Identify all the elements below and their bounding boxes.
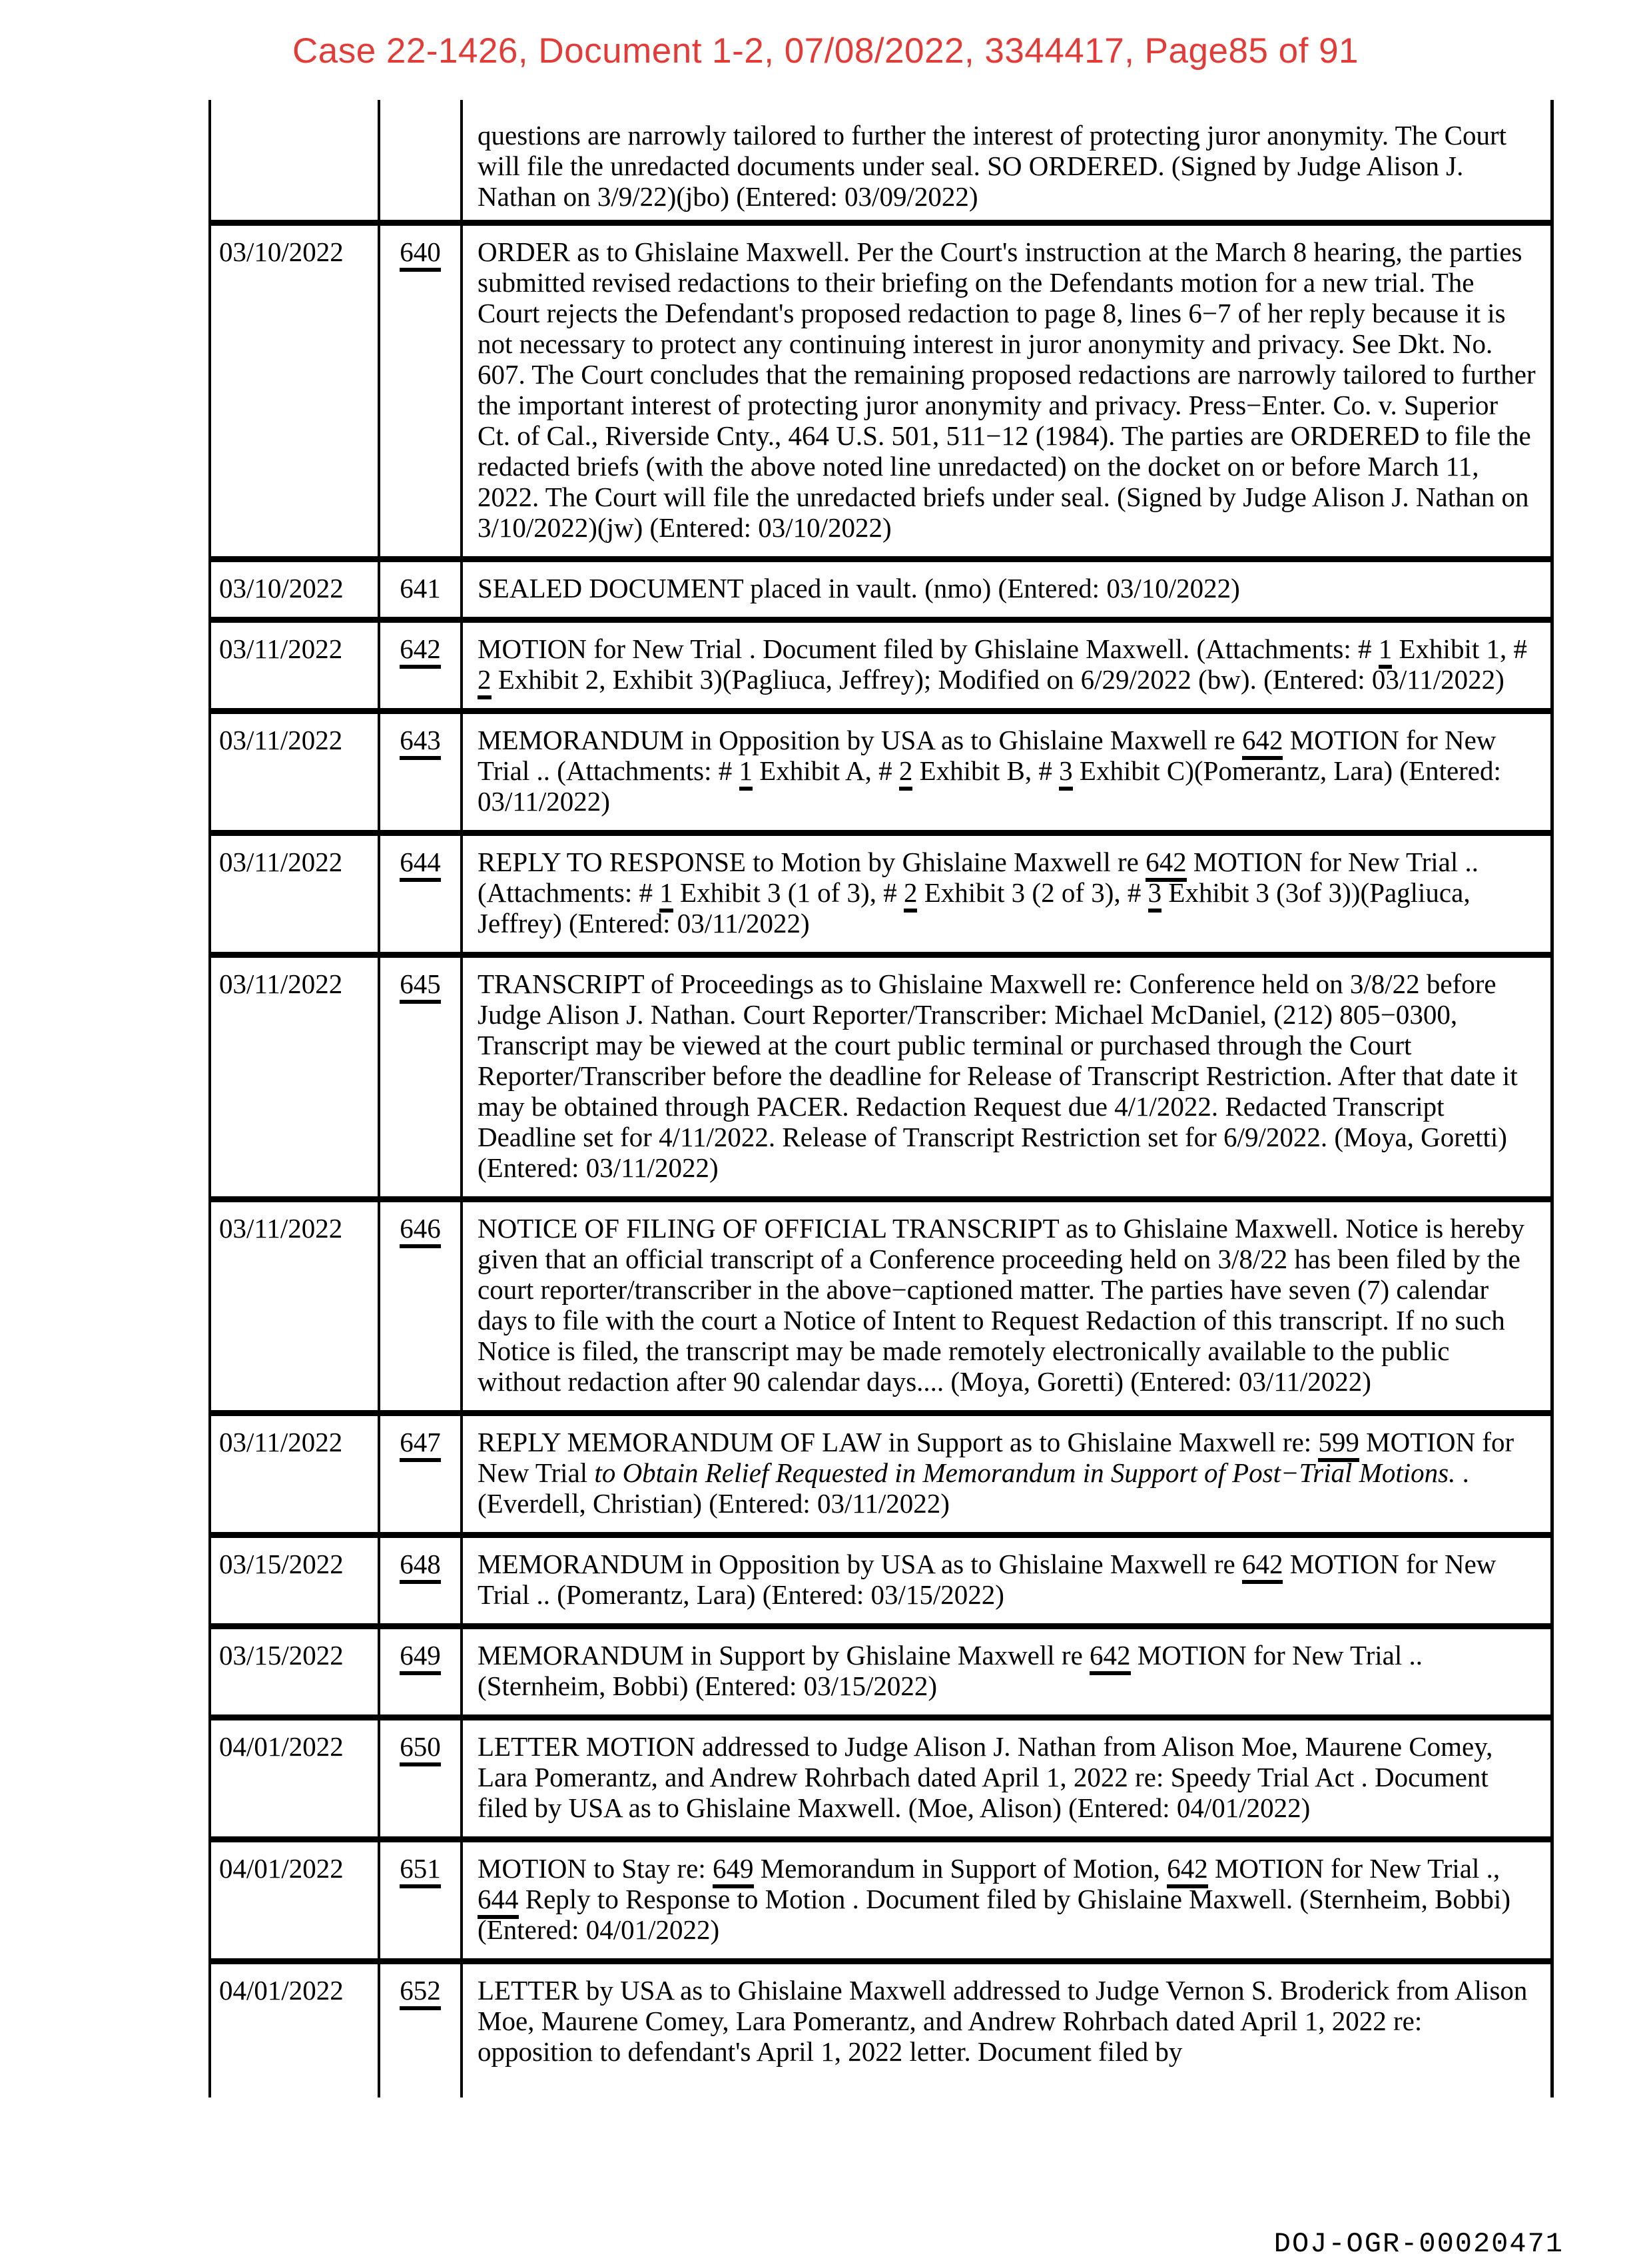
doc-number-cell — [380, 1416, 463, 1532]
doc-link[interactable]: 642 — [1146, 847, 1187, 882]
italic-text: to Obtain Relief Requested in Memorandum in Support of Post−Trial Motions. — [594, 1457, 1456, 1488]
doc-number-link[interactable]: 652 — [400, 1975, 441, 2010]
doc-link[interactable]: 2 — [478, 664, 492, 699]
doc-link[interactable]: 642 — [1090, 1640, 1131, 1675]
docket-row — [211, 1538, 1550, 1629]
text-segment: Memorandum in Support of Motion, — [753, 1853, 1167, 1884]
docket-row — [211, 1842, 1550, 1964]
docket-table — [208, 100, 1554, 2097]
text-segment: LETTER by USA as to Ghislaine Maxwell addressed to Judge Vernon S. Broderick from Alison Moe, Maurene Comey, Lara Pomerantz, and Andrew Rohrbach dated April 1, 2022 re: opposition to defendant's April 1, 2022 letter. Document filed by — [478, 1975, 1528, 2067]
doc-number-cell — [380, 958, 463, 1196]
docket-text-cell — [463, 958, 1550, 1196]
doc-number-cell — [380, 1629, 463, 1714]
doc-number: 641 — [400, 573, 441, 603]
doc-number-cell — [380, 1964, 463, 2097]
text-segment: Exhibit 3 (3of 3))(Pagliuca, Jeffrey) (Entered: 03/11/2022) — [478, 877, 1471, 939]
doc-number-link[interactable]: 642 — [400, 633, 441, 669]
text-segment: REPLY MEMORANDUM OF LAW in Support as to Ghislaine Maxwell re: — [478, 1427, 1319, 1457]
date-filed-cell: 04/01/2022 — [211, 1720, 380, 1836]
docket-row — [211, 100, 1550, 226]
doc-number-cell — [380, 1538, 463, 1623]
text-segment: Exhibit A, # — [753, 755, 899, 786]
docket-text-cell — [463, 1538, 1550, 1623]
doc-link[interactable]: 642 — [1242, 725, 1283, 760]
date-filed-cell: 03/15/2022 — [211, 1629, 380, 1714]
doc-number-link[interactable]: 644 — [400, 847, 441, 882]
doc-number-cell — [380, 562, 463, 617]
doc-link[interactable]: 3 — [1059, 755, 1073, 791]
docket-row — [211, 836, 1550, 958]
case-stamp: Case 22-1426, Document 1-2, 07/08/2022, 3344417, Page85 of 91 — [292, 31, 1359, 71]
docket-row — [211, 1629, 1550, 1720]
text-segment: Exhibit 3 (2 of 3), # — [917, 877, 1148, 908]
doc-number-cell — [380, 1720, 463, 1836]
text-segment: MEMORANDUM in Opposition by USA as to Ghislaine Maxwell re — [478, 725, 1242, 755]
doc-link[interactable]: 1 — [1379, 633, 1393, 669]
doc-number-cell — [380, 100, 463, 220]
text-segment: LETTER MOTION addressed to Judge Alison J. Nathan from Alison Moe, Maurene Comey, Lara Pomerantz, and Andrew Rohrbach dated April 1, 2022 re: Speedy Trial Act . Document filed by USA as to Ghislaine Maxwell. (Moe, Alison) (Entered: 04/01/2022) — [478, 1731, 1493, 1823]
docket-text-cell — [463, 226, 1550, 556]
doc-number-link[interactable]: 648 — [400, 1549, 441, 1584]
docket-text-cell — [463, 1964, 1550, 2097]
doc-number-link[interactable]: 647 — [400, 1427, 441, 1462]
text-segment: MOTION for New Trial — [478, 1427, 1514, 1488]
text-segment: Reply to Response to Motion . Document filed by Ghislaine Maxwell. (Sternheim, Bobbi) (Entered: 04/01/2022) — [478, 1884, 1510, 1945]
docket-row — [211, 1202, 1550, 1416]
docket-row — [211, 714, 1550, 836]
text-segment: ORDER as to Ghislaine Maxwell. Per the Court's instruction at the March 8 hearing, the parties submitted revised redactions to their briefing on the Defendants motion for a new trial. The Court rejects the Defendant's proposed redaction to page 8, lines 6−7 of her reply because it is not necessary to protect any continuing interest in juror anonymity and privacy. See Dkt. No. 607. The Court concludes that the remaining proposed redactions are narrowly tailored to further the important interest of protecting juror anonymity and privacy. Press−Enter. Co. v. Superior Ct. of Cal., Riverside Cnty., 464 U.S. 501, 511−12 (1984). The parties are ORDERED to file the redacted briefs (with the above noted line unredacted) on the docket on or before March 11, 2022. The Court will file the unredacted briefs under seal. (Signed by Judge Alison J. Nathan on 3/10/2022)(jw) (Entered: 03/10/2022) — [478, 236, 1536, 543]
bates-number: DOJ-OGR-00020471 — [1273, 2228, 1564, 2260]
docket-text-cell — [463, 1842, 1550, 1958]
doc-number-link[interactable]: 640 — [400, 236, 441, 272]
docket-row — [211, 1964, 1550, 2097]
doc-number-link[interactable]: 645 — [400, 968, 441, 1004]
text-segment: MOTION for New Trial .. (Attachments: # — [478, 847, 1479, 908]
text-segment: MOTION for New Trial .. (Pomerantz, Lara) (Entered: 03/15/2022) — [478, 1549, 1496, 1610]
docket-row — [211, 1416, 1550, 1538]
text-segment: Exhibit B, # — [912, 755, 1060, 786]
text-segment: questions are narrowly tailored to further the interest of protecting juror anonymity. The Court will file the unredacted documents under seal. SO ORDERED. (Signed by Judge Alison J. Nathan on 3/9/22)(jbo) (Entered: 03/09/2022) — [478, 120, 1507, 212]
docket-text-cell — [463, 714, 1550, 830]
text-segment: MOTION for New Trial ., — [1207, 1853, 1500, 1884]
text-segment: MOTION for New Trial .. (Sternheim, Bobbi) (Entered: 03/15/2022) — [478, 1640, 1423, 1701]
docket-text-cell — [463, 562, 1550, 617]
date-filed-cell: 03/11/2022 — [211, 1416, 380, 1532]
doc-number-cell — [380, 1202, 463, 1410]
docket-text-cell — [463, 1629, 1550, 1714]
doc-link[interactable]: 644 — [478, 1884, 519, 1919]
docket-text-cell — [463, 1720, 1550, 1836]
date-filed-cell: 03/11/2022 — [211, 714, 380, 830]
docket-row — [211, 562, 1550, 623]
docket-row — [211, 226, 1550, 562]
date-filed-cell: 04/01/2022 — [211, 1842, 380, 1958]
docket-text-cell — [463, 836, 1550, 952]
date-filed-cell — [211, 100, 380, 220]
text-segment: NOTICE OF FILING OF OFFICIAL TRANSCRIPT as to Ghislaine Maxwell. Notice is hereby given that an official transcript of a Conference proceeding held on 3/8/22 has been filed by the court reporter/transcriber in the above−captioned matter. The parties have seven (7) calendar days to file with the court a Notice of Intent to Request Redaction of this transcript. If no such Notice is filed, the transcript may be made remotely electronically available to the public without redaction after 90 calendar days.... (Moya, Goretti) (Entered: 03/11/2022) — [478, 1213, 1524, 1397]
date-filed-cell: 03/11/2022 — [211, 623, 380, 708]
doc-number-link[interactable]: 651 — [400, 1853, 441, 1888]
docket-text-cell — [463, 623, 1550, 708]
text-segment: MOTION for New Trial . Document filed by Ghislaine Maxwell. (Attachments: # — [478, 633, 1379, 664]
docket-text-cell — [463, 100, 1550, 220]
doc-link[interactable]: 2 — [899, 755, 913, 791]
date-filed-cell: 03/11/2022 — [211, 1202, 380, 1410]
text-segment: Exhibit C)(Pomerantz, Lara) (Entered: 03/11/2022) — [478, 755, 1501, 817]
docket-row — [211, 623, 1550, 714]
doc-number-link[interactable]: 649 — [400, 1640, 441, 1675]
text-segment: . (Everdell, Christian) (Entered: 03/11/2022) — [478, 1457, 1469, 1519]
doc-link[interactable]: 642 — [1167, 1853, 1208, 1888]
text-segment: SEALED DOCUMENT placed in vault. (nmo) (Entered: 03/10/2022) — [478, 573, 1240, 603]
doc-link[interactable]: 649 — [713, 1853, 754, 1888]
doc-link[interactable]: 642 — [1242, 1549, 1283, 1584]
date-filed-cell: 04/01/2022 — [211, 1964, 380, 2097]
doc-number-link[interactable]: 643 — [400, 725, 441, 760]
doc-link[interactable]: 1 — [659, 877, 673, 913]
date-filed-cell: 03/10/2022 — [211, 562, 380, 617]
doc-number-cell — [380, 836, 463, 952]
doc-link[interactable]: 1 — [739, 755, 753, 791]
text-segment: Exhibit 1, # — [1392, 633, 1527, 664]
text-segment: TRANSCRIPT of Proceedings as to Ghislaine Maxwell re: Conference held on 3/8/22 before Judge Alison J. Nathan. Court Reporter/Transcriber: Michael McDaniel, (212) 805−0300, Transcript may be viewed at the court public terminal or purchased through the Court Reporter/Transcriber before the deadline for Release of Transcript Restriction. After that date it may be obtained through PACER. Redaction Request due 4/1/2022. Redacted Transcript Deadline set for 4/11/2022. Release of Transcript Restriction set for 6/9/2022. (Moya, Goretti) (Entered: 03/11/2022) — [478, 968, 1518, 1183]
text-segment: MEMORANDUM in Opposition by USA as to Ghislaine Maxwell re — [478, 1549, 1242, 1579]
text-segment: REPLY TO RESPONSE to Motion by Ghislaine Maxwell re — [478, 847, 1146, 877]
text-segment: MOTION for New Trial .. (Attachments: # — [478, 725, 1496, 786]
doc-link[interactable]: 2 — [904, 877, 918, 913]
doc-number-cell — [380, 714, 463, 830]
docket-text-cell — [463, 1202, 1550, 1410]
docket-row — [211, 1720, 1550, 1842]
doc-link[interactable]: 599 — [1318, 1427, 1359, 1462]
date-filed-cell: 03/11/2022 — [211, 836, 380, 952]
date-filed-cell: 03/11/2022 — [211, 958, 380, 1196]
doc-number-cell — [380, 623, 463, 708]
date-filed-cell: 03/15/2022 — [211, 1538, 380, 1623]
doc-link[interactable]: 3 — [1148, 877, 1162, 913]
docket-row — [211, 958, 1550, 1202]
docket-text-cell — [463, 1416, 1550, 1532]
doc-number-link[interactable]: 646 — [400, 1213, 441, 1248]
text-segment: MOTION to Stay re: — [478, 1853, 713, 1884]
doc-number-cell — [380, 226, 463, 556]
doc-number-link[interactable]: 650 — [400, 1731, 441, 1766]
docket-page — [0, 32, 1651, 2268]
doc-number-cell — [380, 1842, 463, 1958]
text-segment: Exhibit 3 (1 of 3), # — [673, 877, 904, 908]
text-segment: Exhibit 2, Exhibit 3)(Pagliuca, Jeffrey); Modified on 6/29/2022 (bw). (Entered: 03/11/2022) — [491, 664, 1504, 695]
text-segment: MEMORANDUM in Support by Ghislaine Maxwell re — [478, 1640, 1090, 1671]
date-filed-cell: 03/10/2022 — [211, 226, 380, 556]
